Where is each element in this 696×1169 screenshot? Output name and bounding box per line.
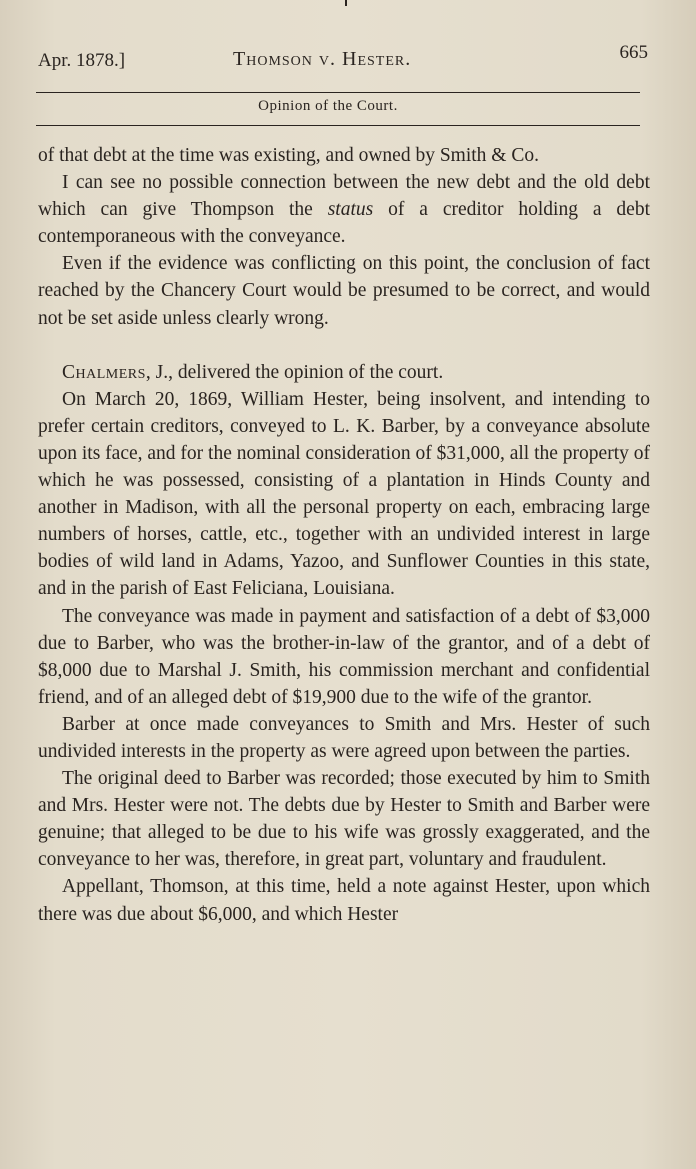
page-number: 665 bbox=[619, 42, 648, 63]
body-text bbox=[38, 142, 650, 928]
header-rule-top bbox=[36, 92, 640, 93]
section-subheader: Opinion of the Court. bbox=[258, 98, 398, 114]
paragraph: Even if the evidence was conflicting on this point, the conclusion of fact reached by the Chancery Court would be presumed to be correct, and would not be set aside unless clearly wrong. bbox=[38, 253, 650, 329]
header-rule-bottom bbox=[36, 125, 640, 126]
running-header bbox=[38, 40, 648, 80]
header-case-title: Thomson v. Hester. bbox=[233, 48, 412, 70]
opinion-intro-text: Chalmers, J., delivered the opinion of the court. bbox=[62, 361, 444, 383]
paragraph: I can see no possible connection between the new debt and the old debt which can give Thompson the status of a creditor holding a debt contemporaneous with the conveyance. bbox=[38, 172, 650, 248]
header-date: Apr. 1878.] bbox=[38, 50, 126, 71]
paragraph: The conveyance was made in payment and satisfaction of a debt of $3,000 due to Barber, who was the brother-in-law of the grantor, and of a debt of $8,000 due to Marshal J. Smith, his commission merchant and confidential friend, and of an alleged debt of $19,900 due to the wife of the grantor. bbox=[38, 605, 650, 708]
paragraph-continuation: of that debt at the time was existing, and owned by Smith & Co. bbox=[38, 145, 539, 166]
paragraph: On March 20, 1869, William Hester, being insolvent, and intending to prefer certain creditors, conveyed to L. K. Barber, by a conveyance absolute upon its face, and for the nominal consideration of $31,000, all the property of which he was possessed, consisting of a plantation in Hinds County and another in Madison, with all the personal property on each, embracing large numbers of horses, cattle, etc., together with an undivided interest in large bodies of wild land in Adams, Yazoo, and Sunflower Counties in this state, and in the parish of East Feliciana, Louisiana. bbox=[38, 388, 650, 600]
paragraph: The original deed to Barber was recorded; those executed by him to Smith and Mrs. Hester were not. The debts due by Hester to Smith and Barber were genuine; that alleged to be due to his wife was grossly exaggerated, and the conveyance to her was, therefore, in great part, voluntary and fraudulent. bbox=[38, 768, 650, 871]
paragraph-opinion-intro bbox=[38, 359, 650, 386]
paragraph: Barber at once made conveyances to Smith and Mrs. Hester of such undivided interests in the property as were agreed upon between the parties. bbox=[38, 713, 650, 762]
printer-mark bbox=[345, 0, 347, 6]
paragraph: Appellant, Thomson, at this time, held a note against Hester, upon which there was due about $6,000, and which Hester bbox=[38, 876, 650, 925]
